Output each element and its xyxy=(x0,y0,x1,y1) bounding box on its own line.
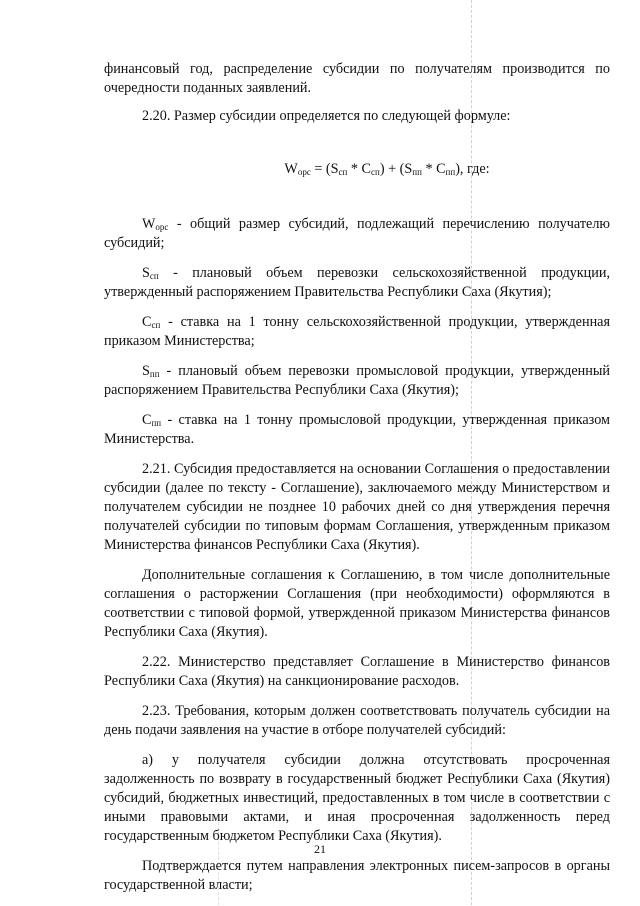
paragraph-2-21: 2.21. Субсидия предоставляется на основании Соглашения о предоставлении субсидии (далее по тексту - Соглашение), заключаемого между Министерством и получателем субсидии не позднее 10 рабочих дней со дня утверждения перечня получателей субсидии по типовым формам Соглашения, утвержденным приказом Министерства финансов Республики Саха (Якутия). xyxy=(104,461,610,553)
paragraph-2-23: 2.23. Требования, которым должен соответствовать получатель субсидии на день подачи заявления на участие в отборе получателей субсидий: xyxy=(104,703,610,738)
paragraph-2-22: 2.22. Министерство представляет Соглашение в Министерство финансов Республики Саха (Якутия) на санкционирование расходов. xyxy=(104,654,610,689)
definition-c-sp: $C_{сп}$ - ставка на 1 тонну сельскохозяйственной продукции, утвержденная приказом Министерства; xyxy=(104,314,610,349)
document-body xyxy=(104,60,610,906)
paragraph-item-a: а) у получателя субсидии должна отсутствовать просроченная задолженность по возврату в государственный бюджет Республики Саха (Якутия) субсидий, бюджетных инвестиций, предоставленных в том числе в соответствии с иными правовыми актами, и иная просроченная задолженность перед государственным бюджетом Республики Саха (Якутия). xyxy=(104,752,610,844)
definition-s-sp: $S_{сп}$ - плановый объем перевозки сельскохозяйственной продукции, утвержденный распоряжением Правительства Республики Саха (Якутия); xyxy=(104,265,610,300)
subsidy-formula: $W_{орс} = (S_{сп} * C_{сп}) + (S_{пп} * C_{пп})$, где: xyxy=(284,161,490,177)
paragraph-2-20: 2.20. Размер субсидии определяется по следующей формуле: xyxy=(142,108,511,124)
definition-w-ors: $W_{орс}$ - общий размер субсидий, подлежащий перечислению получателю субсидий; xyxy=(104,216,610,251)
page-number: 21 xyxy=(314,842,326,856)
definition-s-pp: $S_{пп}$ - плановый объем перевозки промысловой продукции, утвержденный распоряжением Правительства Республики Саха (Якутия); xyxy=(104,363,610,398)
paragraph-intro: финансовый год, распределение субсидии по получателям производится по очередности поданных заявлений. xyxy=(104,61,610,96)
paragraph-additional-agreements: Дополнительные соглашения к Соглашению, в том числе дополнительные соглашения о расторжении Соглашения (при необходимости) оформляются в соответствии с типовой формой, утвержденной приказом Министерства финансов Республики Саха (Якутия). xyxy=(104,567,610,640)
paragraph-confirmation: Подтверждается путем направления электронных писем-запросов в органы государственной власти; xyxy=(104,858,610,893)
definition-c-pp: $C_{пп}$ - ставка на 1 тонну промысловой продукции, утвержденная приказом Министерства. xyxy=(104,412,610,447)
